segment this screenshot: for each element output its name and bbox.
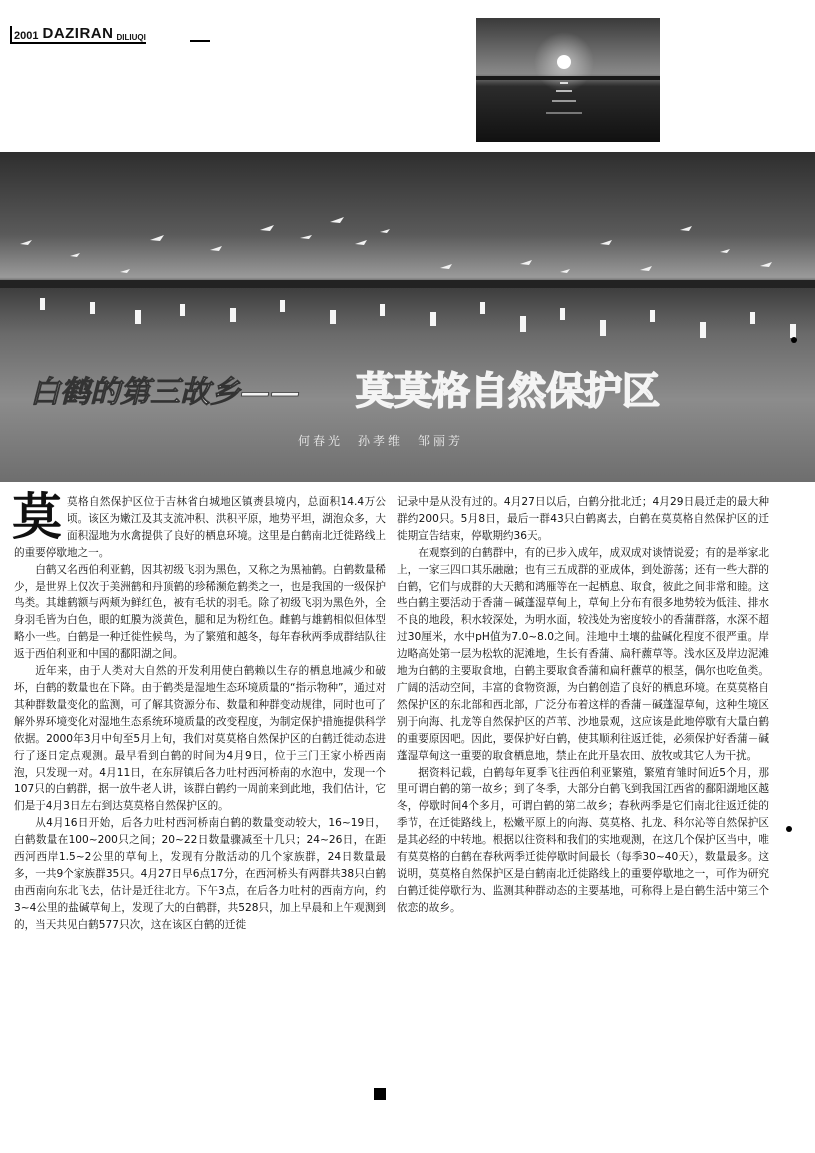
article-title-part2: 莫莫格自然保护区 — [356, 369, 661, 413]
margin-mark — [791, 337, 797, 343]
header-subtitle: DILIUQI — [116, 33, 146, 42]
article-authors: 何春光 孙孝维 邹丽芳 — [298, 434, 464, 448]
paragraph: 从4月16日开始，后各力吐村西河桥南白鹤的数量变动较大，16~19日，白鹤数量在100~200只之间；20~22日数量骤减至十几只；24~26日，在距西河西岸1.5~2公里的草甸上，发现有分散活动的几个家族群，24日数量最多，一共9个家族群35只。4月27日早6点17分，在西河桥头有两群共38只白鹤由西南向东北飞去，估计是迁往北方。下午3点，在后各力吐村的西南方向，约3~4公里的盐碱草甸上，发现了大的白鹤群，共528只，加上早晨和上午观测到的，当天共见白鹤577只次，这在该区白鹤的迁徙 — [14, 817, 386, 931]
header-year: 2001 — [14, 30, 39, 42]
header-title: DAZIRAN — [42, 25, 114, 42]
drop-cap: 莫 — [12, 487, 62, 546]
margin-mark — [786, 826, 792, 832]
paragraph: 近年来，由于人类对大自然的开发利用使白鹤赖以生存的栖息地减少和破坏，白鹤的数量也在下降。由于鹤类是湿地生态环境质量的“指示物种”，通过对其种群数量变化的监测，可了解其资源分布、数量和种群变动规律，同时也可了解外界环境变化对湿地生态系统环境质量的改变程度，为制定保护措施提供科学依据。2000年3月中旬至5月上旬，我们对莫莫格自然保护区的白鹤迁徙动态进行了逐日定点观测。最早看到白鹤的时间为4月9日，位于三门王家小桥西南泡，只发现一对。4月11日，在东屏镇后各力吐村西河桥南的水泡中，发现一个107只的白鹤群，据一放牛老人讲，该群白鹤约一周前来到此地，我们估计，它们是于4月3日左右到达莫莫格自然保护区的。 — [14, 665, 386, 813]
text-column-left — [12, 487, 386, 934]
header-rule — [190, 40, 210, 42]
running-header — [10, 26, 146, 44]
paragraph: 白鹤又名西伯利亚鹤，因其初级飞羽为黑色，又称之为黑袖鹤。白鹤数量稀少，是世界上仅次于美洲鹤和丹顶鹤的珍稀濒危鹤类之一，也是我国的一级保护鸟类。其雄鹤额与两颊为鲜红色，被有毛状的羽毛。除了初级飞羽为黑色外，全身羽毛皆为白色，眼的虹膜为淡黄色，腿和足为粉红色。雌鹤与雄鹤相似但体型略小一些。白鹤是一种迁徙性候鸟，为了繁殖和越冬，每年春秋两季成群结队往返于西伯利亚和中国的鄱阳湖之间。 — [14, 563, 386, 661]
paragraph: 在观察到的白鹤群中，有的已步入成年，成双成对谈情说爱；有的是举家北上，一家三四口其乐融融；也有三五成群的亚成体，到处游荡；还有一些大群的白鹤，它们与成群的大天鹅和鸿雁等在一起栖息、取食，彼此之间非常和睦。这些白鹤主要活动于香蒲－碱蓬湿草甸上，草甸上分布有很多地势较为低洼、排水不良的地段，积水较深处，为明水面，较浅处为密度较小的香蒲群落，水深不超过30厘米，水中pH值为7.0~8.0之间。洼地中土壤的盐碱化程度不很严重。岸边略高处第一层为松软的泥滩地，生长有香蒲、扁秆藨草等。浅水区及岸边泥滩地为白鹤的主要取食地，白鹤主要取食香蒲和扁秆藨草的根茎，偶尔也吃鱼类。广阔的活动空间，丰富的食物资源，为白鹤创造了良好的栖息环境。在莫莫格自然保护区的东北部和西北部，广泛分布着这样的香蒲－碱蓬湿草甸，这种生境区别于向海、扎龙等自然保护区的芦苇、沙地景观，这应该是此地停歇有大量白鹤的重要原因吧。因此，要保护好白鹤，使其顺利往返迁徙，必须保护好香蒲－碱蓬湿草甸这一重要的取食栖息地，禁止在此开垦农田、放牧或其它人为干扰。 — [397, 546, 769, 762]
sunset-photo — [476, 18, 660, 142]
article-title-part1: 白鹤的第三故乡—— — [30, 375, 300, 410]
end-of-article-mark — [374, 1088, 386, 1100]
paragraph: 据资料记载，白鹤每年夏季飞往西伯利亚繁殖，繁殖育雏时间近5个月，那里可谓白鹤的第一故乡；到了冬季，大部分白鹤飞到我国江西省的鄱阳湖地区越冬，停歇时间4个多月，可谓白鹤的第二故乡；春秋两季是它们南北往返迁徙的季节，在迁徙路线上，松嫩平原上的向海、莫莫格、扎龙、科尔沁等自然保护区是其必经的中转地。根据以往资料和我们的实地观测，在这几个保护区当中，唯有莫莫格的白鹤在春秋两季迁徙停歇时间最长（每季30~40天），数量最多。这说明，莫莫格自然保护区是白鹤南北迁徙路线上的重要停歇地之一，可作为研究白鹤迁徙停歇行为、监测其种群动态的主要基地，可称得上是白鹤生活中第三个依恋的故乡。 — [397, 766, 769, 914]
paragraph: 莫格自然保护区位于吉林省白城地区镇赉县境内，总面积14.4万公顷。该区为嫩江及其支流冲积、洪积平原，地势平坦，湖泡众多，大面积湿地为水禽提供了良好的栖息环境。这里是白鹤南北迁徙路线上的重要停歇地之一。 — [14, 496, 386, 559]
paragraph: 记录中是从没有过的。4月27日以后，白鹤分批北迁；4月29日晨迁走的最大种群约200只。5月8日，最后一群43只白鹤离去，白鹤在莫莫格自然保护区的迁徙期宣告结束，停歇期约36天。 — [397, 496, 769, 542]
text-column-right — [397, 494, 769, 917]
